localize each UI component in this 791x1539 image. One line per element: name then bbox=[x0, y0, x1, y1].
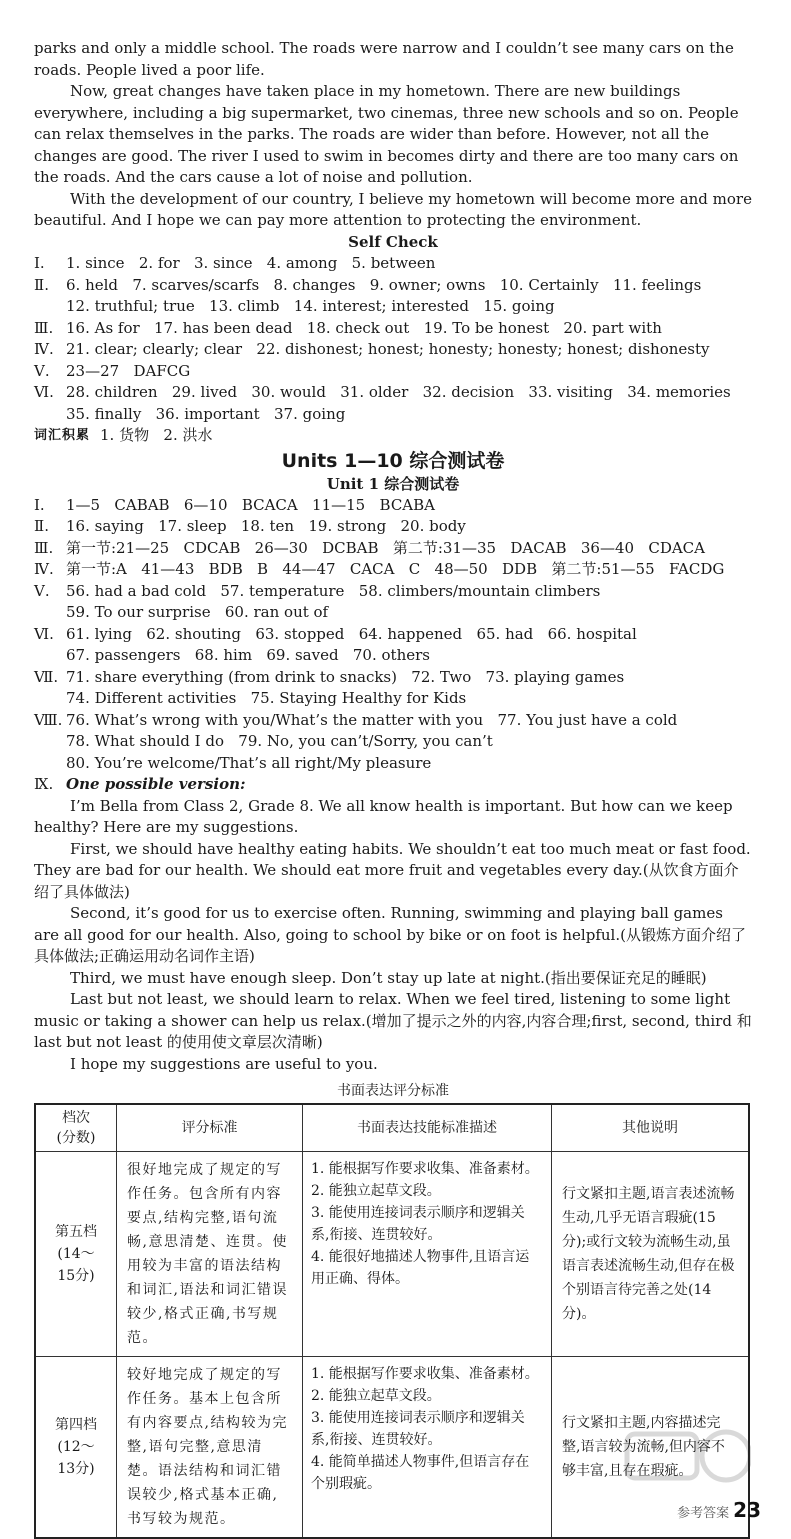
answer-items: 21. clear; clearly; clear 22. dishonest; honest; honesty; honesty; honest; dishonesty bbox=[66, 340, 710, 358]
answer-row bbox=[34, 559, 752, 581]
answer-row bbox=[34, 516, 752, 538]
self-check-answers bbox=[34, 253, 752, 425]
table-caption: 书面表达评分标准 bbox=[337, 1083, 449, 1099]
skill-item: 1. 能根据写作要求收集、准备素材。 bbox=[311, 1366, 539, 1382]
vocab-items: 1. 货物 2. 洪水 bbox=[100, 426, 213, 444]
answer-items: 第一节:21—25 CDCAB 26—30 DCBAB 第二节:31—35 DACAB 36—40 CDACA bbox=[66, 538, 705, 557]
table-row bbox=[35, 1152, 749, 1357]
answer-row bbox=[34, 361, 752, 383]
answer-items: 6. held 7. scarves/scarfs 8. changes 9. owner; owns 10. Certainly 11. feelings bbox=[66, 275, 702, 294]
page-footer bbox=[677, 1498, 761, 1522]
answer-items: 16. saying 17. sleep 18. ten 19. strong 20. body bbox=[66, 517, 466, 535]
answer-section-label: Ⅶ. bbox=[34, 667, 59, 686]
sample-essay-paragraph: Last but not least, we should learn to relax. When we feel tired, listening to some light music or taking a shower can help us relax.(增加了提示之外的内容,内容合理;first, second, third 和 last but not least 的使用使文章层次清晰) bbox=[34, 990, 752, 1051]
unit-test-answers bbox=[34, 495, 752, 775]
notes-cell: 行文紧扣主题,内容描述完整,语言较为流畅,但内容不够丰富,且存在瑕疵。 bbox=[552, 1357, 750, 1539]
answer-items: 35. finally 36. important 37. going bbox=[66, 404, 346, 423]
sample-essay-paragraph: Second, it’s good for us to exercise often. Running, swimming and playing ball games are all good for our health. Also, going to school by bike or on foot is helpful.(从锻炼方面介绍了具体做法;正确运用动名词作主语) bbox=[34, 904, 746, 965]
answer-items: 56. had a bad cold 57. temperature 58. climbers/mountain climbers bbox=[66, 581, 601, 600]
answer-section-label: Ⅱ. bbox=[34, 275, 49, 294]
sample-essay-paragraph: First, we should have healthy eating habits. We shouldn’t eat too much meat or fast food. They are bad for our health. We should eat more fruit and vegetables every day.(从饮食方面介绍了具体做法) bbox=[34, 839, 751, 901]
answer-items: 71. share everything (from drink to snacks) 72. Two 73. playing games bbox=[66, 667, 625, 686]
answer-row bbox=[34, 275, 752, 297]
answer-section-label: Ⅴ. bbox=[34, 361, 50, 380]
table-header-row bbox=[35, 1104, 749, 1152]
answer-section-label: Ⅵ. bbox=[34, 383, 54, 401]
essay-paragraph: Now, great changes have taken place in my hometown. There are new buildings everywhere, including a big supermarket, two cinemas, three new schools and so on. People can relax themselves in the parks. The roads are wider than before. However, not all the changes are good. The river I used to swim in becomes dirty and there are too many cars on the roads. And the cars cause a lot of noise and pollution. bbox=[34, 82, 739, 186]
skill-item: 3. 能使用连接词表示顺序和逻辑关系,衔接、连贯较好。 bbox=[311, 1410, 525, 1448]
answer-items: 80. You’re welcome/That’s all right/My pleasure bbox=[66, 753, 432, 772]
answer-row bbox=[34, 624, 752, 646]
essay-paragraph: parks and only a middle school. The roads were narrow and I couldn’t see many cars on the roads. People lived a poor life. bbox=[34, 39, 734, 79]
essay-paragraph: With the development of our country, I believe my hometown will become more and more beautiful. And I hope we can pay more attention to protecting the environment. bbox=[34, 189, 752, 229]
answer-row bbox=[34, 667, 752, 689]
skills-cell bbox=[303, 1357, 552, 1539]
answer-items: 1. since 2. for 3. since 4. among 5. between bbox=[66, 254, 436, 272]
answer-section-label: Ⅵ. bbox=[34, 624, 54, 643]
answer-row bbox=[34, 339, 752, 361]
ix-label: Ⅸ. bbox=[34, 775, 54, 793]
answer-row bbox=[34, 382, 752, 404]
skill-item: 1. 能根据写作要求收集、准备素材。 bbox=[311, 1161, 539, 1177]
answer-row bbox=[34, 495, 752, 517]
ix-title: One possible version: bbox=[66, 775, 246, 793]
skill-item: 2. 能独立起草文段。 bbox=[311, 1388, 441, 1404]
answer-row bbox=[34, 253, 752, 275]
sample-essay-paragraph: I hope my suggestions are useful to you. bbox=[70, 1054, 378, 1073]
answer-row bbox=[34, 710, 752, 732]
answer-items: 78. What should I do 79. No, you can’t/Sorry, you can’t bbox=[66, 732, 493, 750]
answer-section-label: Ⅱ. bbox=[34, 517, 49, 535]
answer-section-label: Ⅰ. bbox=[34, 254, 45, 272]
skill-item: 4. 能很好地描述人物事件,且语言运用正确、得体。 bbox=[311, 1249, 530, 1287]
answer-section-label: Ⅳ. bbox=[34, 340, 54, 358]
answer-section-label: Ⅲ. bbox=[34, 538, 54, 557]
answer-section-label: Ⅰ. bbox=[34, 495, 45, 514]
footer-label: 参考答案 bbox=[677, 1506, 730, 1521]
section-title: Units 1—10 综合测试卷 bbox=[281, 449, 505, 472]
section-subtitle: Unit 1 综合测试卷 bbox=[326, 474, 460, 493]
answer-items: 67. passengers 68. him 69. saved 70. others bbox=[66, 646, 430, 664]
level-cell: 第五档 (14～ 15分) bbox=[35, 1152, 117, 1357]
answer-items: 23—27 DAFCG bbox=[66, 361, 191, 380]
answer-items: 61. lying 62. shouting 63. stopped 64. happened 65. had 66. hospital bbox=[66, 624, 637, 643]
skills-cell bbox=[303, 1152, 552, 1357]
table-header-cell: 评分标准 bbox=[117, 1104, 303, 1152]
page-number: 23 bbox=[733, 1498, 761, 1522]
answer-row bbox=[34, 581, 752, 603]
answer-items: 12. truthful; true 13. climb 14. interest; interested 15. going bbox=[66, 297, 555, 315]
skill-item: 4. 能简单描述人物事件,但语言存在个别瑕疵。 bbox=[311, 1454, 530, 1492]
ix-row bbox=[34, 774, 752, 796]
criteria-cell: 很好地完成了规定的写作任务。包含所有内容要点,结构完整,语句流畅,意思清楚、连贯。使用较为丰富的语法结构和词汇,语法和词汇错误较少,格式正确,书写规范。 bbox=[117, 1152, 303, 1357]
sample-essay-paragraph: I’m Bella from Class 2, Grade 8. We all know health is important. But how can we keep healthy? Here are my suggestions. bbox=[34, 796, 733, 836]
answer-section-label: Ⅲ. bbox=[34, 318, 54, 337]
criteria-cell: 较好地完成了规定的写作任务。基本上包含所有内容要点,结构较为完整,语句完整,意思清楚。语法结构和词汇错误较少,格式基本正确,书写较为规范。 bbox=[117, 1357, 303, 1539]
skill-item: 2. 能独立起草文段。 bbox=[311, 1183, 441, 1199]
answer-section-label: Ⅷ. bbox=[34, 710, 63, 729]
answer-items: 74. Different activities 75. Staying Healthy for Kids bbox=[66, 689, 467, 707]
table-header-cell: 其他说明 bbox=[552, 1104, 750, 1152]
table-header-cell: 档次 (分数) bbox=[35, 1104, 117, 1152]
answer-row bbox=[34, 538, 752, 560]
vocab-label: 词汇积累 bbox=[34, 428, 91, 443]
sample-essay-paragraph: Third, we must have enough sleep. Don’t stay up late at night.(指出要保证充足的睡眠) bbox=[70, 968, 707, 987]
answer-items: 第一节:A 41—43 BDB B 44—47 CACA C 48—50 DDB 第二节:51—55 FACDG bbox=[66, 560, 725, 578]
table-header-cell: 书面表达技能标准描述 bbox=[303, 1104, 552, 1152]
vocab-row bbox=[34, 425, 752, 447]
self-check-title: Self Check bbox=[348, 232, 438, 251]
sample-essay bbox=[34, 796, 752, 1076]
answer-items: 1—5 CABAB 6—10 BCACA 11—15 BCABA bbox=[66, 495, 435, 514]
notes-cell: 行文紧扣主题,语言表述流畅生动,几乎无语言瑕疵(15分);或行文较为流畅生动,虽语言表述流畅生动,但存在极个别语言待完善之处(14分)。 bbox=[552, 1152, 750, 1357]
answer-items: 28. children 29. lived 30. would 31. older 32. decision 33. visiting 34. memories bbox=[66, 383, 731, 401]
answer-page bbox=[34, 38, 752, 1539]
answer-items: 16. As for 17. has been dead 18. check out 19. To be honest 20. part with bbox=[66, 318, 662, 337]
level-cell: 第四档 (12～ 13分) bbox=[35, 1357, 117, 1539]
answer-items: 59. To our surprise 60. ran out of bbox=[66, 603, 329, 621]
watermark-logo bbox=[621, 1416, 751, 1496]
skill-item: 3. 能使用连接词表示顺序和逻辑关系,衔接、连贯较好。 bbox=[311, 1205, 525, 1243]
answer-row bbox=[34, 318, 752, 340]
answer-section-label: Ⅳ. bbox=[34, 560, 54, 578]
answer-items: 76. What’s wrong with you/What’s the matter with you 77. You just have a cold bbox=[66, 710, 678, 729]
answer-section-label: Ⅴ. bbox=[34, 581, 50, 600]
